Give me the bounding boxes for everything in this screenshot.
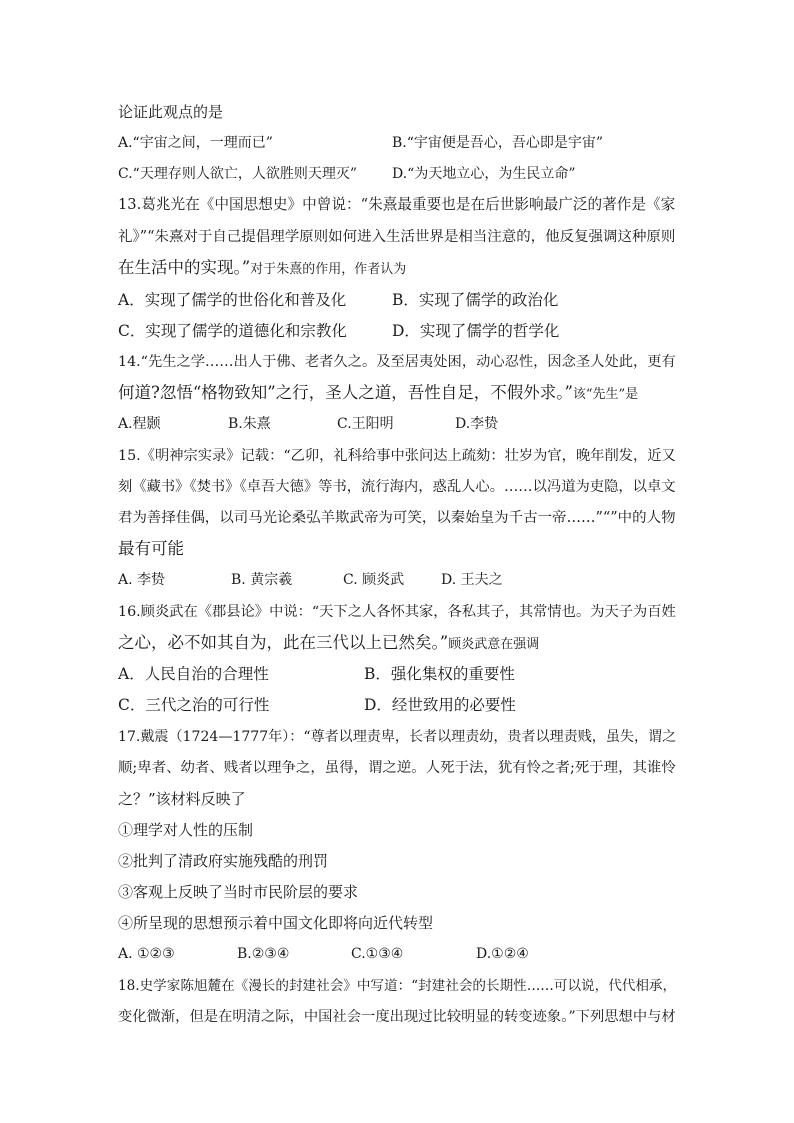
q12-option-b: B.“宇宙便是吾心，吾心即是宇宙” [392,135,604,151]
question-16-line-1: 16.顾炎武在《郡县论》中说：“天下之人各怀其家，各私其子，其常情也。为天子为百姓 [118,604,676,620]
question-17-line-2: 顺;卑者、幼者、贱者以理争之，虽得，谓之逆。人死于法，犹有怜之者;死于理，其谁怜 [118,760,676,776]
q16-option-b: B．强化集权的重要性 [364,665,515,683]
question-15-line-1: 15.《明神宗实录》记载：“乙卯，礼科给事中张问达上疏劾：壮岁为官，晚年削发，近又 [118,448,676,464]
q13-quote-end: 在生活中的实现。” [118,258,251,277]
q13-option-c: C．实现了儒学的道德化和宗教化 [118,322,347,340]
q13-option-d: D．实现了儒学的哲学化 [392,322,560,340]
question-13-line-3 [118,258,406,280]
q15-option-b: B. 黄宗羲 [231,572,293,588]
question-13-line-1: 13.葛兆光在《中国思想史》中曾说：“朱熹最重要也是在后世影响最广泛的著作是《家 [118,196,676,213]
q13-option-a: A．实现了儒学的世俗化和普及化 [118,291,347,309]
q16-quote: 之心，必不如其自为，此在三代以上已然矣。” [118,633,449,652]
question-17-line-3: 之？”该材料反映了 [118,790,246,808]
question-16-line-2 [118,633,539,655]
q16-option-d: D．经世致用的必要性 [364,696,516,714]
q17-option-d: D.①②④ [476,946,529,962]
question-14-line-2 [118,383,638,405]
q14-quote: 何道?忽悟“格物致知”之行，圣人之道，吾性自足，不假外求。” [118,383,573,402]
q17-statement-1: ①理学对人性的压制 [118,821,254,839]
q15-option-d: D. 王夫之 [441,572,503,588]
question-18-line-1: 18.史学家陈旭麓在《漫长的封建社会》中写道：“封建社会的长期性……可以说，代代相承， [118,978,677,994]
question-17-line-1: 17.戴震（1724—1777年）：“尊者以理责卑，长者以理责幼，贵者以理责贱，虽失，谓之 [118,729,677,745]
question-15-line-3: 君为善择佳偶，以司马光论桑弘羊欺武帝为可笑，以秦始皇为千古一帝……”“”中的人物 [118,510,676,526]
q13-option-b: B．实现了儒学的政治化 [392,291,559,309]
q17-option-c: C.①③④ [351,946,404,962]
q17-statement-3: ③客观上反映了当时市民阶层的要求 [118,883,359,901]
q13-prompt: 对于朱熹的作用，作者认为 [250,262,407,277]
question-15-line-4: 最有可能 [118,539,184,558]
q16-prompt: 顾炎武意在强调 [448,637,540,652]
question-18-line-2: 变化微渐，但是在明清之际，中国社会一度出现过比较明显的转变迹象。”下列思想中与材 [118,1009,676,1025]
q16-option-a: A．人民自治的合理性 [118,665,269,683]
q15-option-a: A. 李贽 [118,572,166,588]
q17-option-b: B.②③④ [237,946,290,962]
q14-option-c: C.王阳明 [337,416,394,432]
q17-option-a: A. ①②③ [118,946,175,962]
q14-option-d: D.李贽 [455,416,499,432]
q12-option-c: C.“天理存则人欲亡，人欲胜则天理灭” [118,166,357,182]
q16-option-c: C．三代之治的可行性 [118,696,270,714]
q14-option-b: B.朱熹 [228,416,271,432]
question-15-line-2: 刻《藏书》《焚书》《卓吾大德》等书，流行海内，惑乱人心。……以冯道为吏隐，以卓文 [118,479,676,495]
question-13-line-2: 礼》”“朱熹对于自己提倡理学原则如何进入生活世界是相当注意的，他反复强调这种原则 [118,229,676,245]
q17-statement-2: ②批判了清政府实施残酷的刑罚 [118,852,329,870]
q14-prompt: 该“先生”是 [572,387,639,402]
q14-option-a: A.程颢 [118,416,161,432]
question-14-line-1: 14.“先生之学……出人于佛、老者久之。及至居夷处困，动心忍性，因念圣人处此，更有 [118,354,676,370]
question-12-stem-tail: 论证此观点的是 [118,103,224,121]
q17-statement-4: ④所呈现的思想预示着中国文化即将向近代转型 [118,914,434,932]
q12-option-d: D.“为天地立心，为生民立命” [392,166,576,182]
q12-option-a: A.“宇宙之间，一理而已” [118,135,273,151]
q15-option-c: C. 顾炎武 [343,572,405,588]
